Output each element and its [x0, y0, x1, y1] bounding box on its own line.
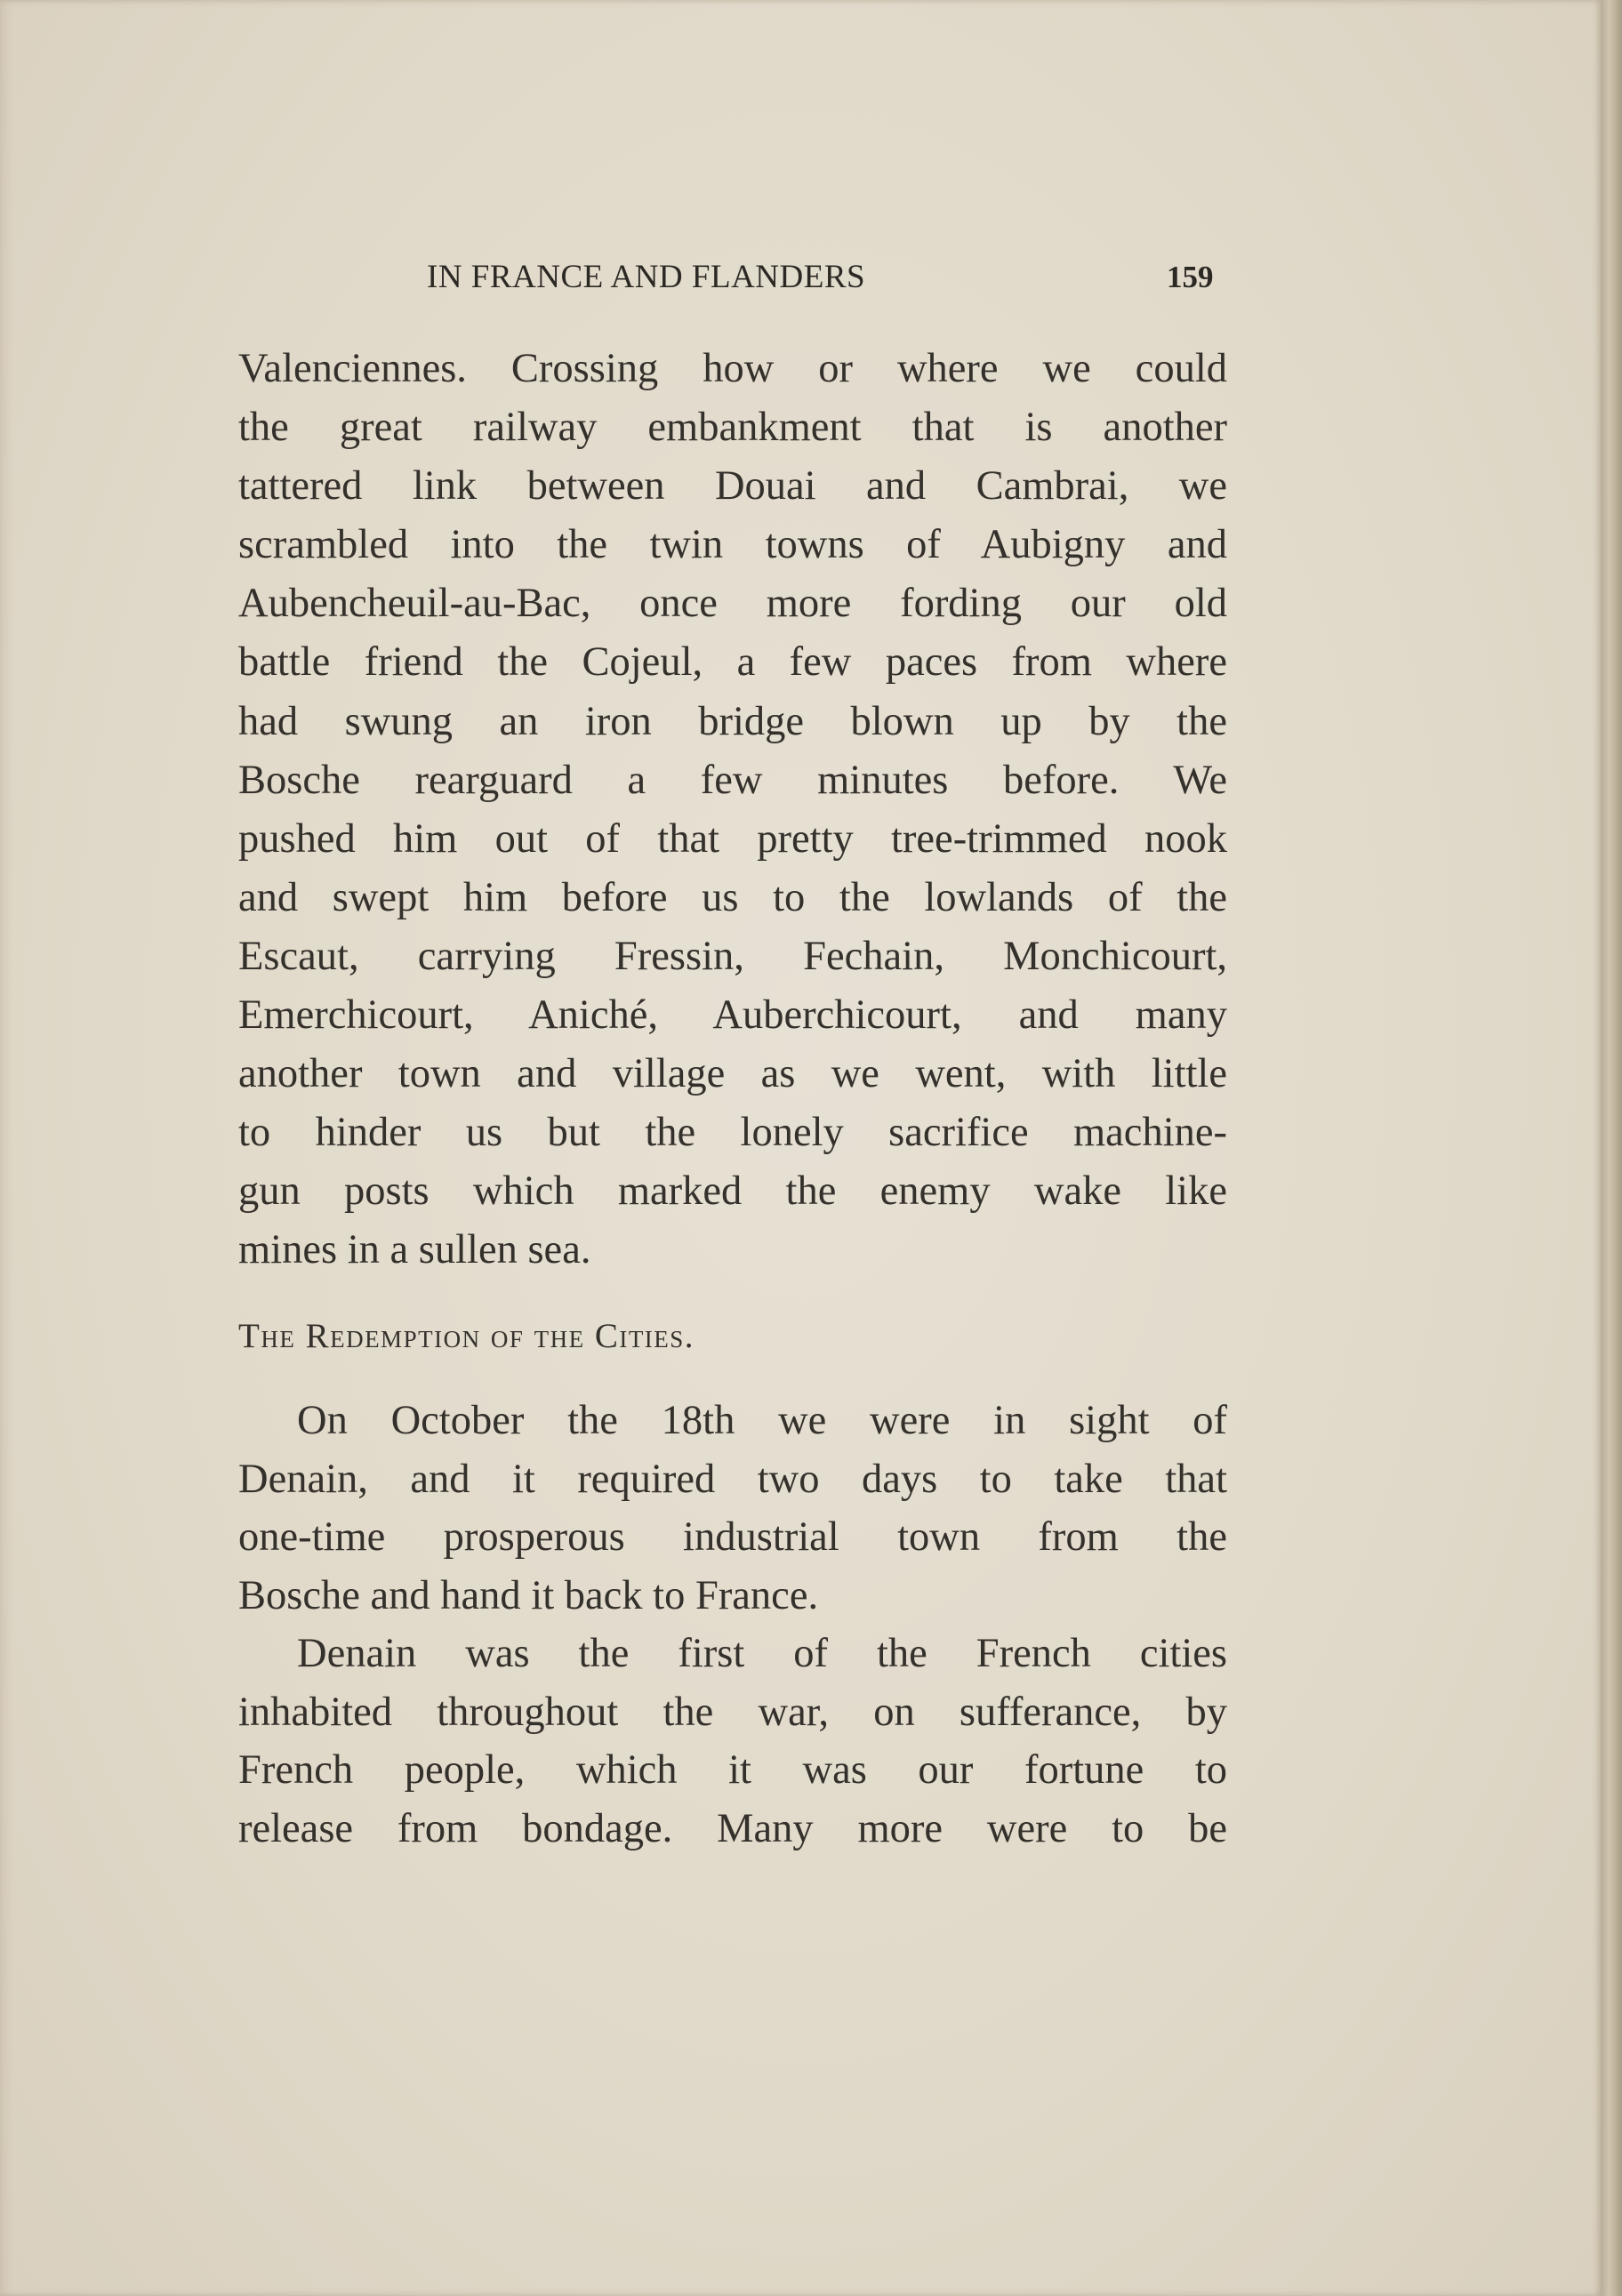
text-line: On October the 18th we were in sight of	[297, 1398, 1227, 1443]
body-text	[238, 1392, 1227, 1858]
text-line: Valenciennes. Crossing how or where we could	[238, 346, 1227, 391]
page-number: 159	[1167, 260, 1214, 294]
text-line: Aubencheuil-au-Bac, once more fording our old	[238, 581, 1227, 627]
text-line: and swept him before us to the lowlands of the	[238, 874, 1227, 920]
text-line: battle friend the Cojeul, a few paces from where	[238, 639, 1227, 686]
text-line: Bosche and hand it back to France.	[238, 1572, 819, 1618]
text-line: mines in a sullen sea.	[238, 1227, 591, 1273]
running-header	[0, 258, 1601, 302]
running-title: IN FRANCE AND FLANDERS	[427, 259, 866, 295]
text-line: another town and village as we went, with little	[238, 1051, 1227, 1097]
text-line: scrambled into the twin towns of Aubigny and	[238, 522, 1227, 568]
text-line: one-time prosperous industrial town from the	[238, 1514, 1227, 1560]
text-line: Bosche rearguard a few minutes before. We	[238, 757, 1227, 803]
text-line: inhabited throughout the war, on sufferance, by	[238, 1689, 1227, 1735]
text-line: Escaut, carrying Fressin, Fechain, Monchicourt,	[238, 933, 1227, 979]
text-line: Denain, and it required two days to take that	[238, 1456, 1227, 1502]
text-line: French people, which it was our fortune to	[238, 1747, 1227, 1793]
section-heading: The Redemption of the Cities.	[238, 1317, 695, 1355]
text-line: to hinder us but the lonely sacrifice machine-	[238, 1110, 1227, 1156]
paragraph-continued	[238, 340, 1227, 1280]
text-line: the great railway embankment that is another	[238, 405, 1227, 451]
text-line: Emerchicourt, Aniché, Auberchicourt, and many	[238, 992, 1227, 1039]
text-line: pushed him out of that pretty tree-trimmed nook	[238, 815, 1227, 862]
page-edge	[1601, 0, 1622, 2296]
text-line: gun posts which marked the enemy wake like	[238, 1168, 1227, 1215]
text-line: tattered link between Douai and Cambrai, we	[238, 463, 1227, 510]
text-line: had swung an iron bridge blown up by the	[238, 698, 1227, 744]
text-line: Denain was the first of the French cities	[297, 1631, 1227, 1676]
text-line: release from bondage. Many more were to be	[238, 1805, 1227, 1851]
